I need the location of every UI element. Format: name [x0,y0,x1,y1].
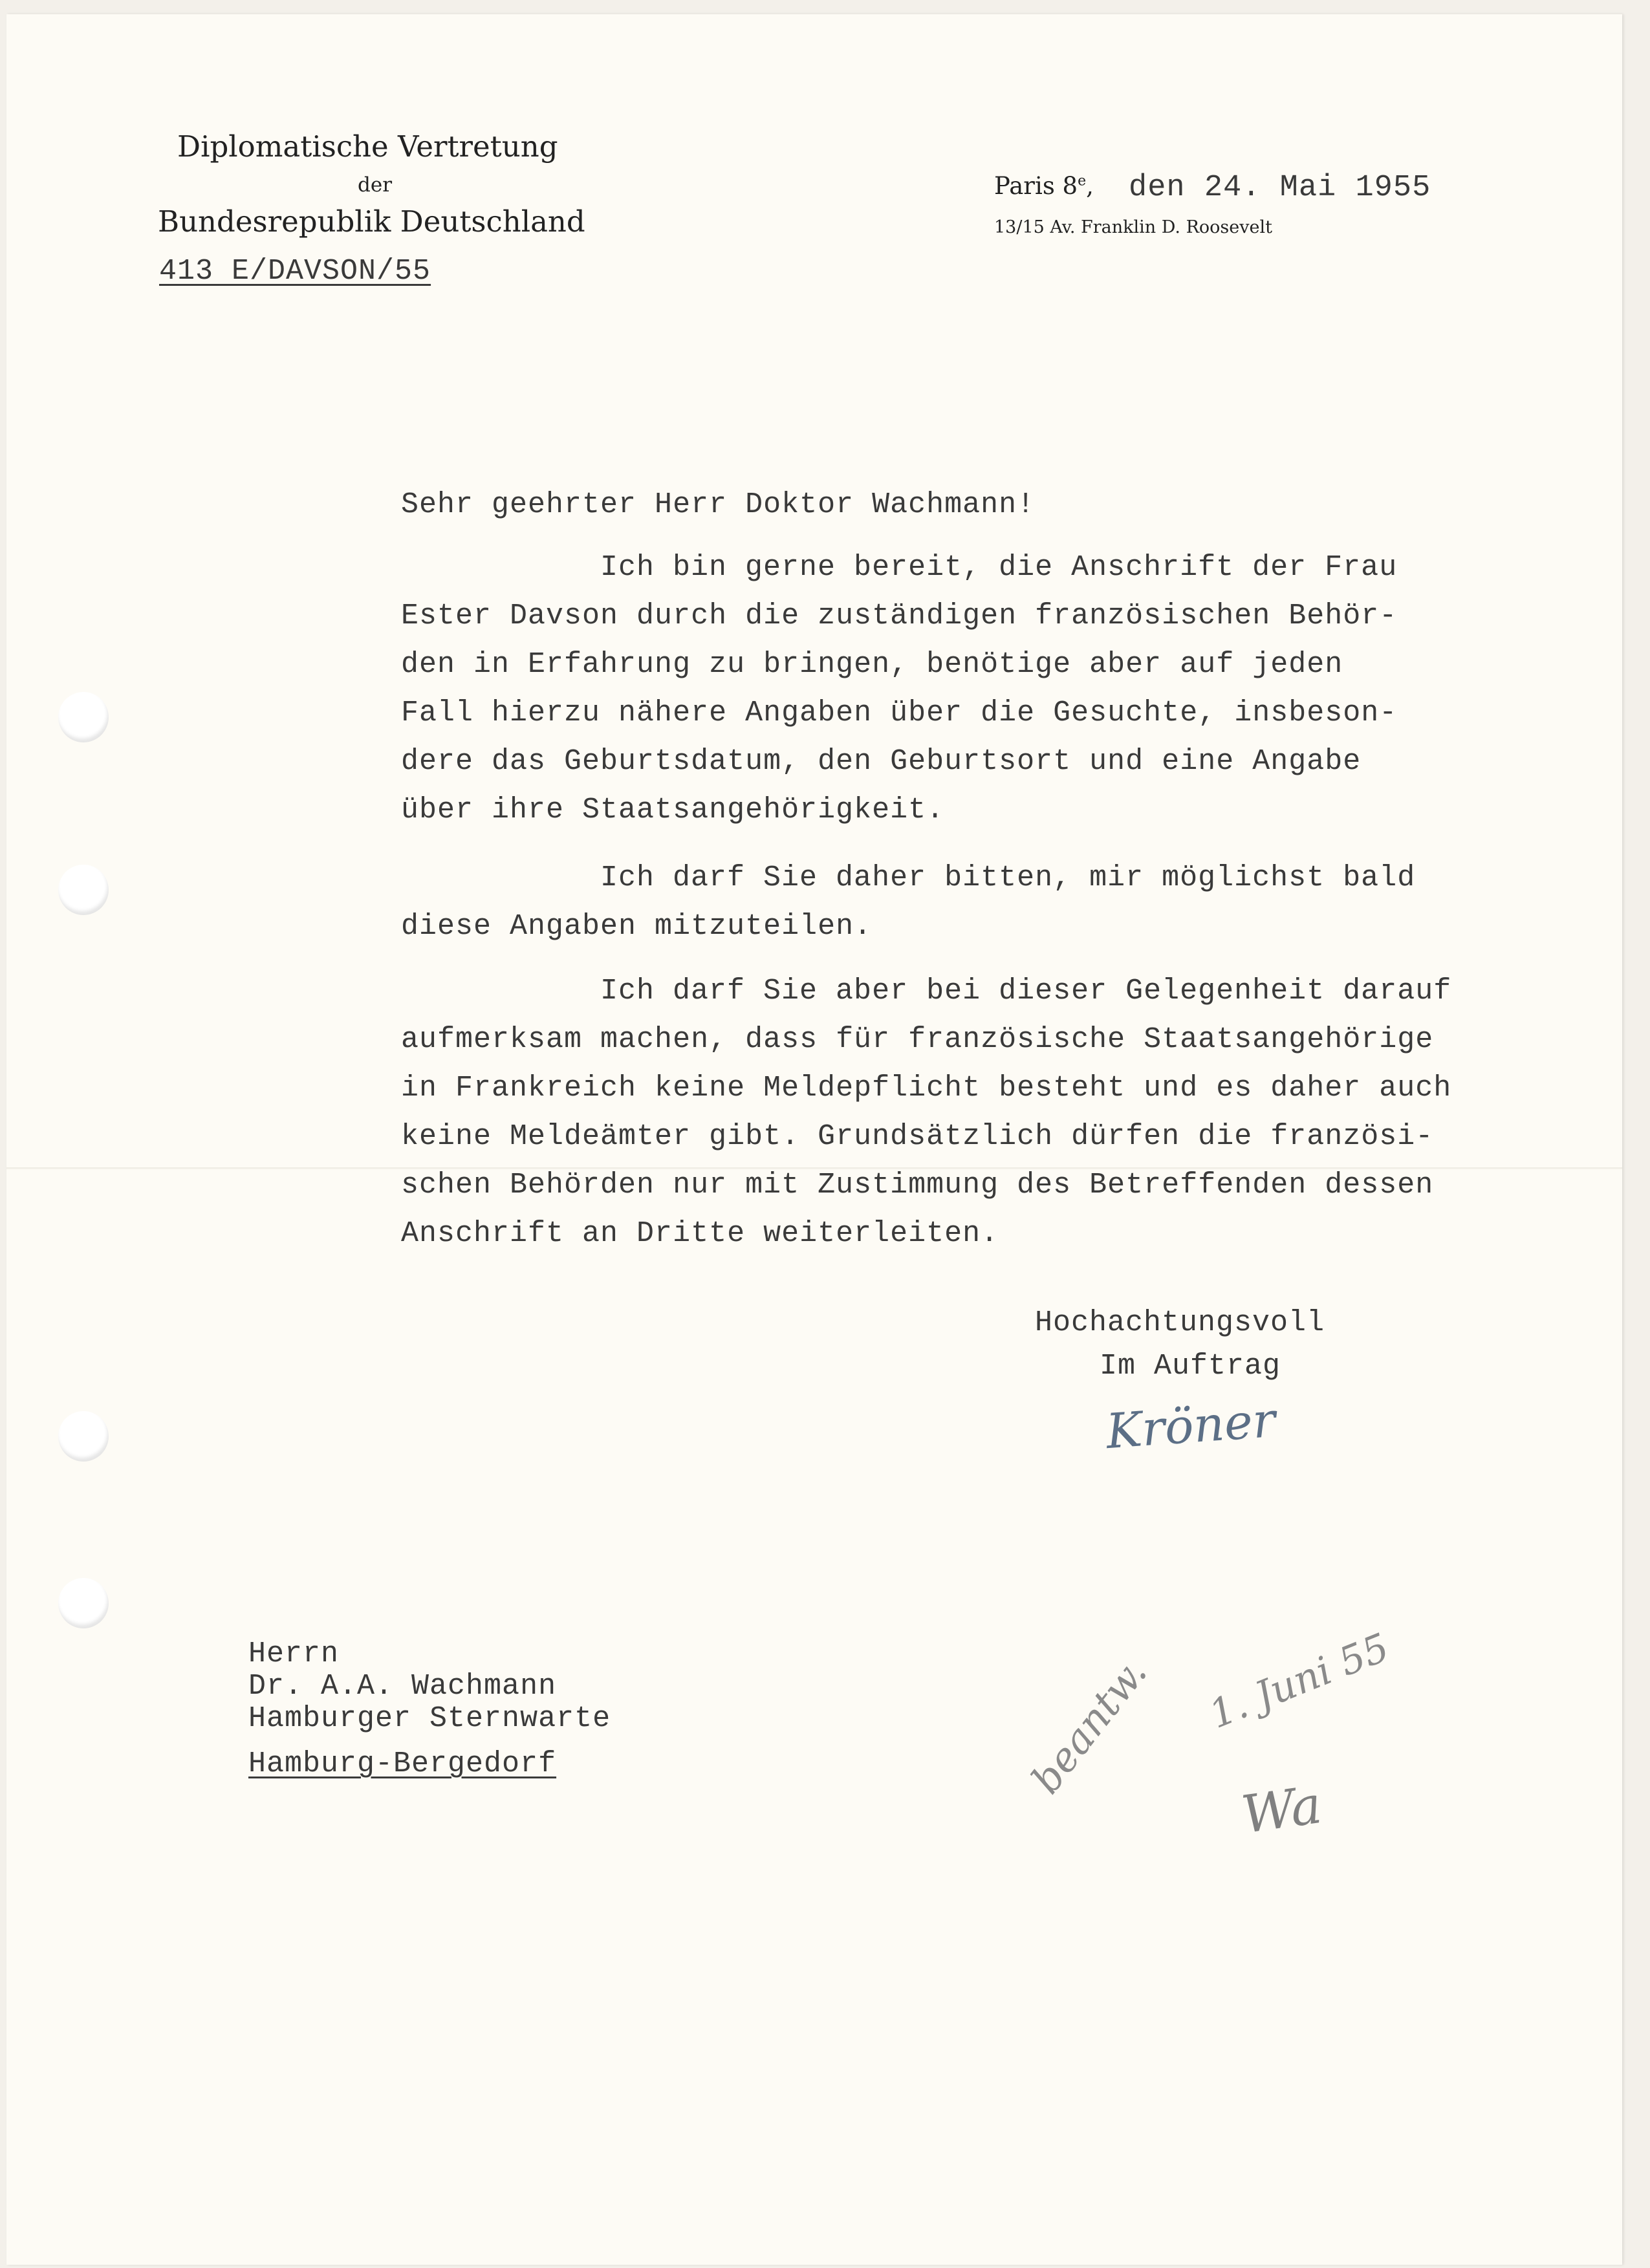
paragraph3-line: keine Meldeämter gibt. Grundsätzlich dürfen die französi- [401,1120,1434,1153]
pencil-annotation-date: 1. Juni 55 [1203,1625,1396,1738]
letterhead-address: 13/15 Av. Franklin D. Roosevelt [994,217,1272,237]
letter-page [6,14,1622,2265]
letterhead-line1: Diplomatische Vertretung [177,129,558,164]
arrondissement-sup: e [1078,173,1087,189]
paragraph1-line: Fall hierzu nähere Angaben über die Gesuchte, insbeson- [401,697,1398,729]
paragraph1-line: den in Erfahrung zu bringen, benötige aber auf jeden [401,648,1343,681]
recipient-line1: Herrn [248,1637,340,1670]
paragraph3-line: in Frankreich keine Meldepflicht besteht und es daher auch [401,1072,1452,1105]
paragraph3-line: aufmerksam machen, dass für französische Staatsangehörige [401,1023,1434,1056]
paragraph2-line: diese Angaben mitzuteilen. [401,910,873,943]
letterhead-city: Paris 8e, [994,172,1094,200]
pencil-annotation-answered: beantw. [1022,1649,1156,1802]
paragraph3-line: Ich darf Sie aber bei dieser Gelegenheit darauf [600,975,1452,1008]
recipient-line3: Hamburger Sternwarte [248,1702,611,1735]
reference-number: 413 E/DAVSON/55 [159,255,431,288]
closing-line1: Hochachtungsvoll [1035,1306,1325,1339]
punch-hole-1 [58,692,109,742]
closing-line2: Im Auftrag [1100,1350,1281,1383]
paragraph1-line: Ich bin gerne bereit, die Anschrift der Frau [600,551,1398,584]
paragraph1-line: dere das Geburtsdatum, den Geburtsort und eine Angabe [401,745,1362,778]
paragraph1-line: Ester Davson durch die zuständigen französischen Behör- [401,599,1398,632]
paragraph2-line: Ich darf Sie daher bitten, mir möglichst bald [600,861,1416,894]
recipient-line4: Hamburg-Bergedorf [248,1747,557,1780]
punch-hole-4 [58,1578,109,1628]
handwritten-signature: Kröner [1104,1392,1277,1460]
letterhead-line2: der [358,173,393,197]
punch-hole-2 [58,865,109,915]
paragraph3-line: schen Behörden nur mit Zustimmung des Betreffenden dessen [401,1169,1434,1202]
punch-hole-3 [58,1411,109,1462]
pencil-annotation-initials: Wa [1238,1774,1325,1846]
recipient-line2: Dr. A.A. Wachmann [248,1670,557,1703]
salutation: Sehr geehrter Herr Doktor Wachmann! [401,488,1036,521]
letterhead-line3: Bundesrepublik Deutschland [158,204,585,239]
letter-date: den 24. Mai 1955 [1129,171,1431,205]
paragraph3-line: Anschrift an Dritte weiterleiten. [401,1217,999,1250]
paragraph1-line: über ihre Staatsangehörigkeit. [401,794,945,826]
